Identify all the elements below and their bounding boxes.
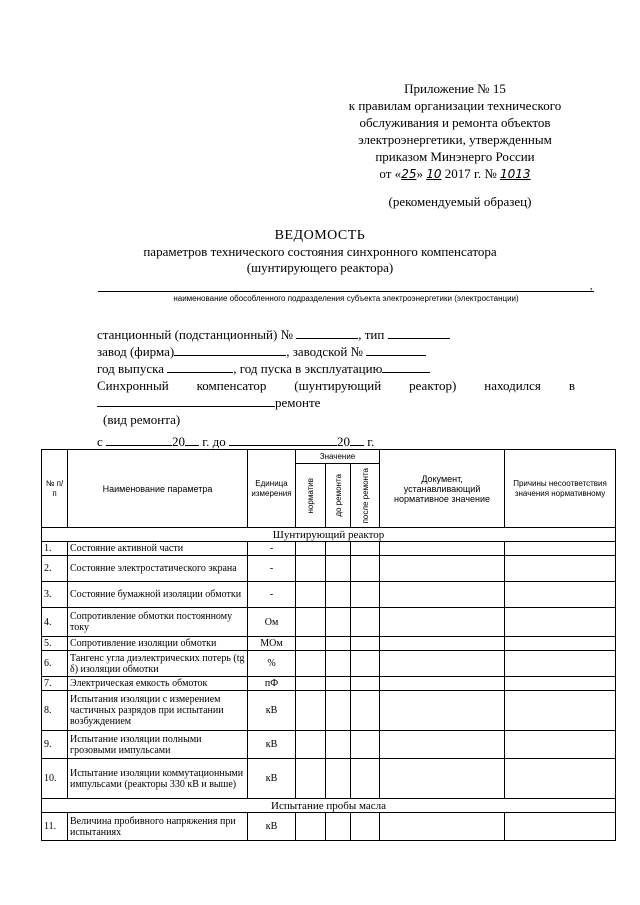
from-date-blank [106,433,172,446]
header-norm: норматив [296,464,326,528]
appendix-title: Приложение № 15 [404,81,506,96]
to-date-blank [229,433,337,446]
table-row: 10. Испытание изоляции коммутационными импульсами (реакторы 330 кВ и выше) кВ [42,759,616,799]
table-row: 11. Величина пробивного напряжения при испытаниях кВ [42,813,616,841]
section-row-reactor [42,528,616,542]
appendix-line-2: к правилам организации технического [348,98,562,113]
table-row: 9. Испытание изоляции полными грозовыми импульсами кВ [42,731,616,759]
year-blank [167,360,233,373]
subdivision-mark: , [590,281,593,292]
equipment-fields [97,326,575,428]
header-name: Наименование параметра [68,450,248,528]
header-value: Значение [296,450,380,464]
field-row-station: станционный (подстанционный) № , тип [97,326,575,343]
document-subtitle: параметров технического состояния синхронного компенсатора (шунтирующего реактора) [143,244,497,275]
table-row: 2. Состояние электростатического экрана - [42,556,616,582]
appendix-block [300,80,610,183]
type-blank [388,326,450,339]
subdivision-line [98,291,594,292]
document-title: ВЕДОМОСТЬ [274,228,366,243]
header-document: Документ, устанавливающий нормативное значение [380,450,505,528]
table-row: 1. Состояние активной части - [42,542,616,556]
handwritten-day: 25 [401,167,417,181]
table-row: 7. Электрическая емкость обмоток пФ [42,677,616,691]
appendix-date: от «25» 10 2017 г. № 1013 [379,166,531,181]
field-row-repair: ремонте [97,394,575,411]
start-year-blank [382,360,430,373]
appendix-line-3: обслуживания и ремонта объектов [359,115,551,130]
table-row: 4. Сопротивление обмотки постоянному току Ом [42,608,616,637]
subdivision-caption: наименование обособленного подразделения субъекта электроэнергетики (электростанции) [173,294,519,303]
parameters-table [41,449,616,841]
repair-kind-blank [97,394,275,407]
header-reason: Причины несоответствия значения нормативному [505,450,616,528]
field-row-sync: Синхронный компенсатор (шунтирующий реактор) находился в [97,378,575,393]
header-after: после ремонта [351,464,380,528]
appendix-line-5: приказом Минэнерго России [375,149,535,164]
section-row-oil [42,799,616,813]
appendix-line-4: электроэнергетики, утвержденным [358,132,552,147]
header-unit: Единица измерения [248,450,296,528]
table-row: 8. Испытания изоляции с измерением частичных разрядов при испытании возбуждением кВ [42,691,616,731]
section-reactor: Шунтирующий реактор [42,528,616,542]
field-row-plant: завод (фирма) , заводской № [97,343,575,360]
repair-period: с 20 г. до 20 г. [97,434,375,449]
plant-blank [174,343,286,356]
field-row-year: год выпуска , год пуска в эксплуатацию [97,360,575,377]
serial-blank [366,343,426,356]
table-row: 5. Сопротивление изоляции обмотки МОм [42,637,616,651]
handwritten-order-number: 1013 [500,167,531,181]
station-number-blank [296,326,358,339]
section-oil: Испытание пробы масла [42,799,616,813]
table-header-row [42,450,616,464]
header-before: до ремонта [326,464,351,528]
header-num: № п/п [42,450,68,528]
table-row: 6. Тангенс угла диэлектрических потерь (tg δ) изоляции обмотки % [42,651,616,677]
handwritten-month: 10 [426,167,442,181]
recommended-note: (рекомендуемый образец) [388,194,532,209]
table-row: 3. Состояние бумажной изоляции обмотки - [42,582,616,608]
repair-kind-caption: (вид ремонта) [103,412,181,427]
